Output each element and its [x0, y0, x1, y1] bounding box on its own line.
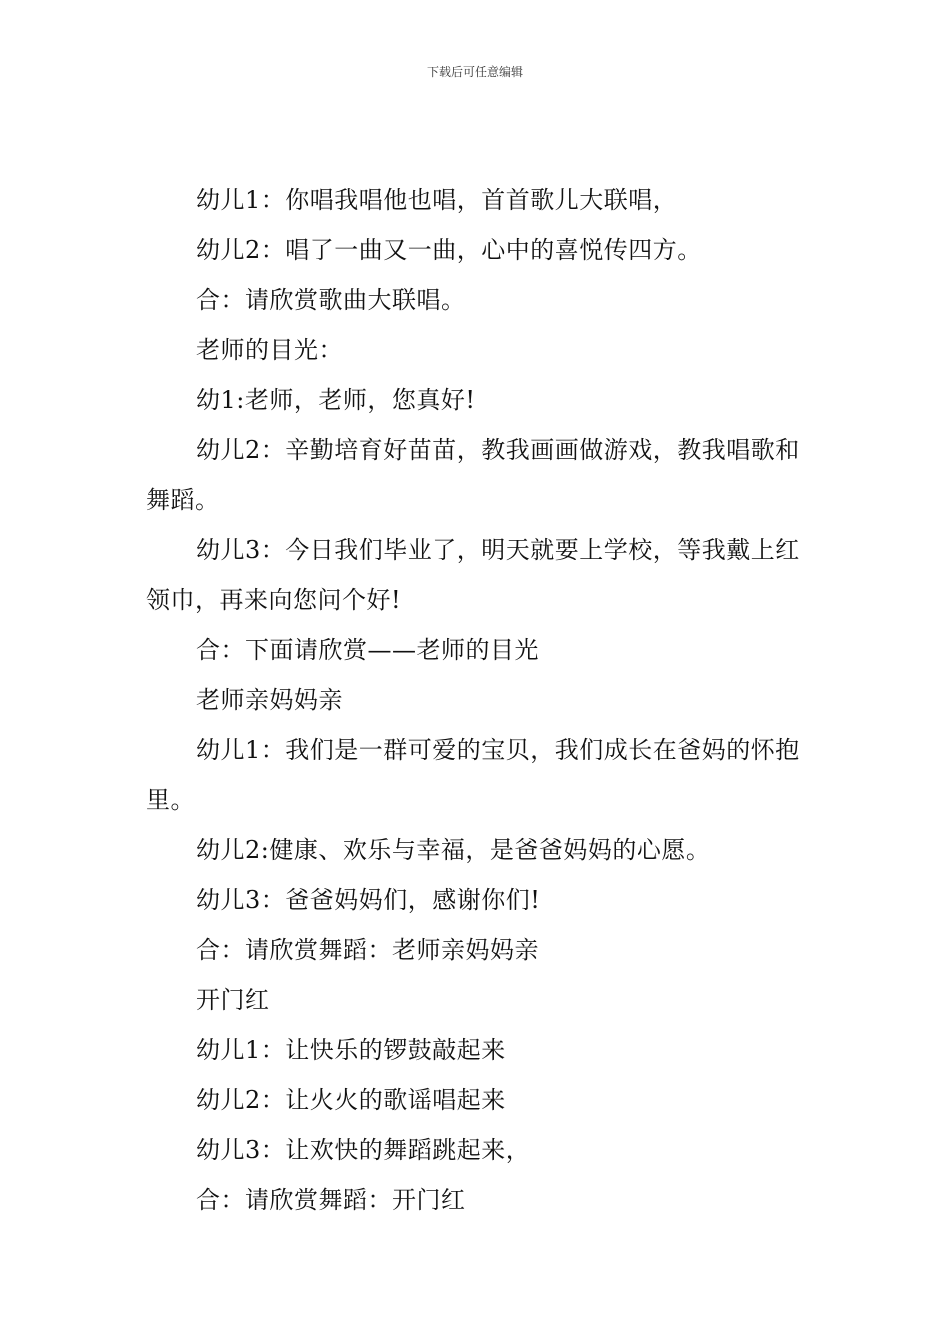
paragraph: 合：下面请欣赏——老师的目光	[196, 636, 539, 664]
paragraph: 幼儿2：辛勤培育好苗苗，教我画画做游戏，教我唱歌和舞蹈。	[146, 436, 800, 514]
paragraph: 幼儿2:健康、欢乐与幸福，是爸爸妈妈的心愿。	[196, 836, 711, 864]
paragraph: 幼儿3：让欢快的舞蹈跳起来，	[196, 1136, 531, 1164]
section-heading: 开门红	[196, 986, 270, 1014]
paragraph: 幼儿3：爸爸妈妈们，感谢你们!	[196, 886, 541, 914]
paragraph: 幼1:老师，老师，您真好!	[196, 386, 476, 414]
section-heading: 老师的目光：	[196, 336, 343, 364]
document-body	[146, 175, 816, 1225]
paragraph: 幼儿1：我们是一群可爱的宝贝，我们成长在爸妈的怀抱里。	[146, 736, 800, 814]
section-heading: 老师亲妈妈亲	[196, 686, 343, 714]
paragraph: 幼儿2：唱了一曲又一曲，心中的喜悦传四方。	[196, 236, 702, 264]
paragraph: 合：请欣赏舞蹈：老师亲妈妈亲	[196, 936, 539, 964]
paragraph: 合：请欣赏舞蹈：开门红	[196, 1186, 466, 1214]
paragraph: 幼儿3：今日我们毕业了，明天就要上学校，等我戴上红领巾，再来向您问个好!	[146, 536, 800, 614]
paragraph: 幼儿1：让快乐的锣鼓敲起来	[196, 1036, 506, 1064]
page-header: 下载后可任意编辑	[426, 65, 523, 79]
paragraph: 幼儿1：你唱我唱他也唱，首首歌儿大联唱，	[196, 186, 678, 214]
paragraph: 合：请欣赏歌曲大联唱。	[196, 286, 466, 314]
paragraph: 幼儿2：让火火的歌谣唱起来	[196, 1086, 506, 1114]
